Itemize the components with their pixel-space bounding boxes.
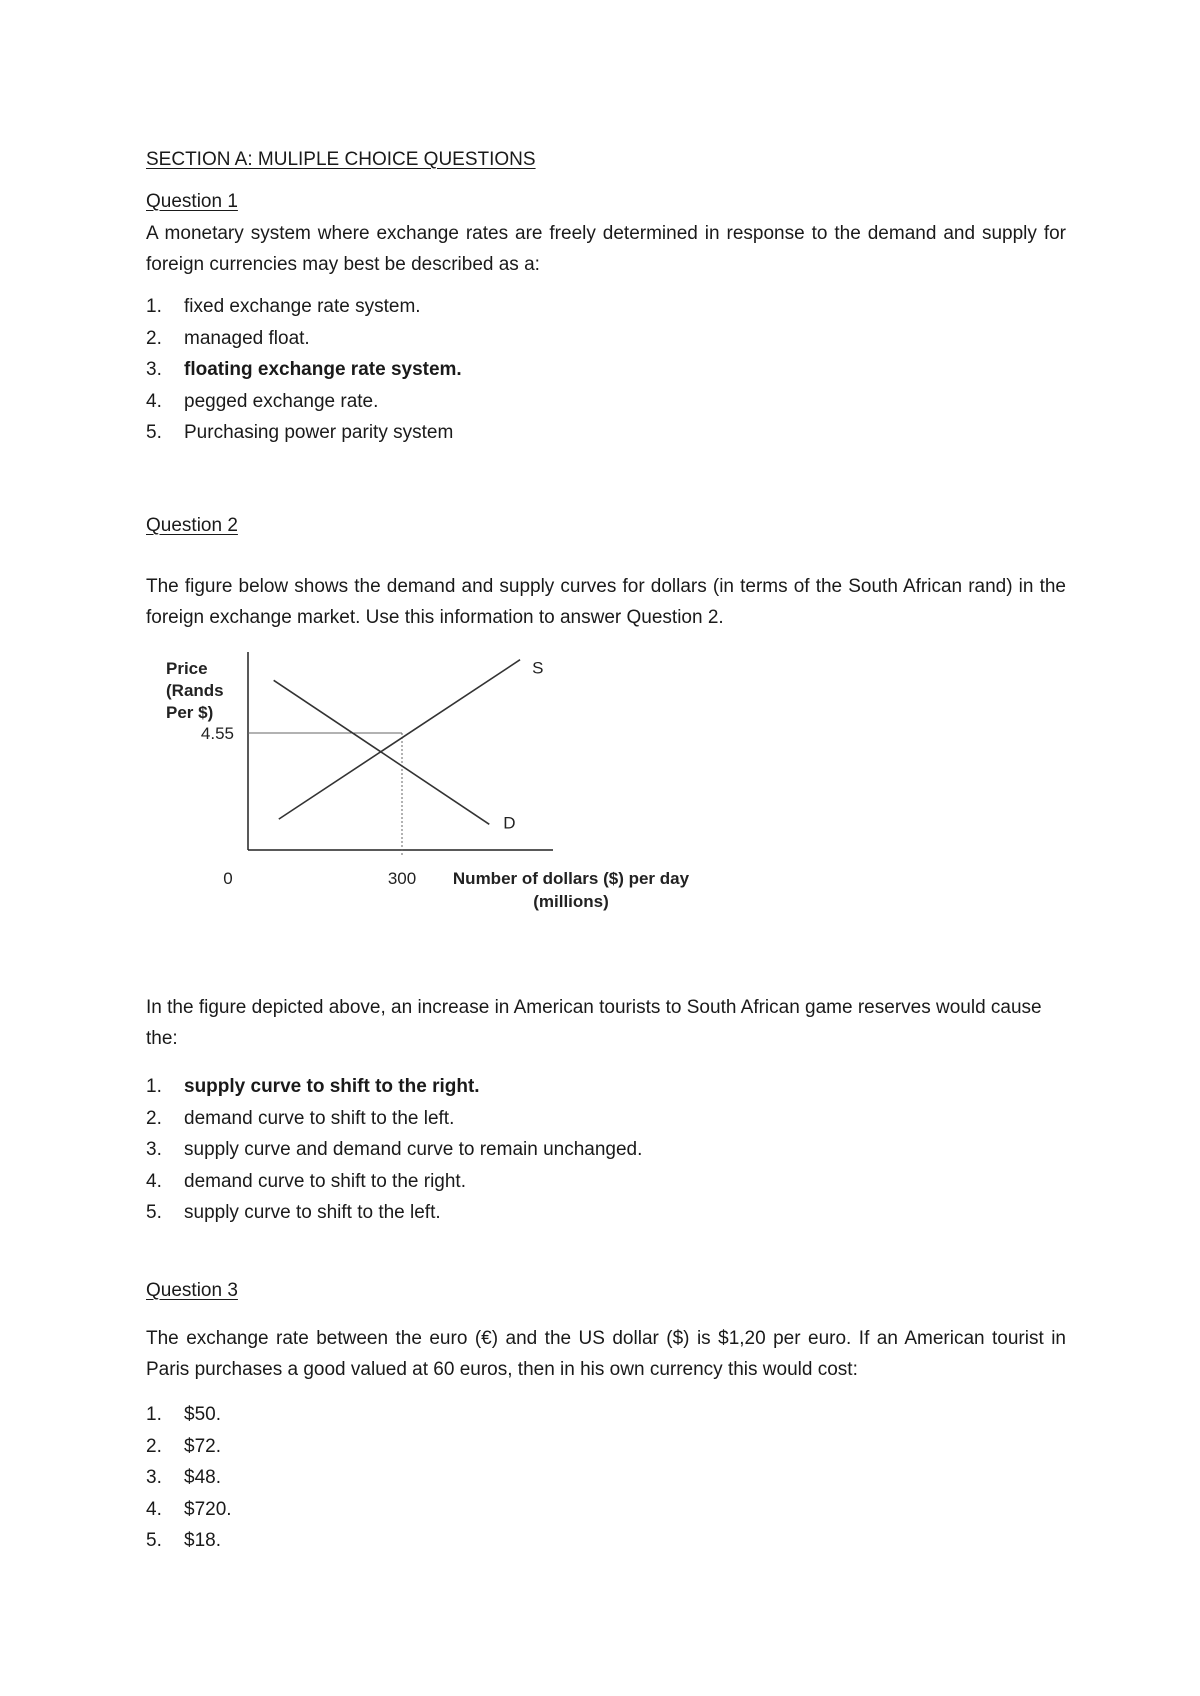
option-text: $72.: [184, 1435, 221, 1457]
question-2-heading: Question 2: [146, 515, 238, 536]
option-text: $720.: [184, 1498, 232, 1520]
option-text: supply curve to shift to the right.: [184, 1076, 480, 1097]
option-item: [146, 1494, 232, 1526]
question-1-options: [146, 291, 462, 449]
option-item: [146, 323, 462, 355]
option-number: 1.: [146, 1076, 162, 1097]
option-item: [146, 1197, 642, 1229]
question-1-heading: Question 1: [146, 191, 238, 212]
section-title: SECTION A: MULIPLE CHOICE QUESTIONS: [146, 149, 536, 170]
question-2-options: [146, 1071, 642, 1229]
y-axis-label-line-1: Price: [166, 659, 208, 678]
option-item: [146, 386, 462, 418]
option-number: 2.: [146, 327, 162, 349]
x-axis-label-line-2: (millions): [533, 892, 609, 911]
option-item-correct: [146, 354, 462, 386]
option-text: demand curve to shift to the left.: [184, 1107, 455, 1129]
y-axis-label: [166, 659, 224, 722]
option-number: 3.: [146, 1467, 162, 1488]
demand-curve-label: D: [503, 813, 516, 833]
option-text: fixed exchange rate system.: [184, 296, 421, 317]
question-2-text: In the figure depicted above, an increase in American tourists to South African game reserves would cause the:: [146, 997, 1042, 1049]
x-tick-label: 300: [387, 869, 417, 888]
option-text: $50.: [184, 1404, 221, 1425]
y-axis-label-line-2: (Rands: [166, 681, 224, 700]
option-number: 2.: [146, 1107, 162, 1129]
y-axis-label-line-3: Per $): [166, 703, 214, 722]
option-number: 5.: [146, 422, 162, 443]
option-item: [146, 1525, 232, 1557]
option-item: [146, 1431, 232, 1463]
option-number: 1.: [146, 296, 162, 317]
option-number: 1.: [146, 1404, 162, 1425]
option-number: 4.: [146, 390, 162, 412]
question-3-options: [146, 1399, 232, 1557]
option-number: 5.: [146, 1530, 162, 1551]
option-item-correct: [146, 1071, 642, 1103]
option-text: demand curve to shift to the right.: [184, 1170, 466, 1192]
option-item: [146, 291, 462, 323]
supply-curve-label: S: [532, 658, 544, 678]
option-text: floating exchange rate system.: [184, 359, 462, 380]
option-text: $48.: [184, 1467, 221, 1488]
option-item: [146, 1166, 642, 1198]
question-2-intro: The figure below shows the demand and supply curves for dollars (in terms of the South African rand) in the foreign exchange market. Use this information to answer Question 2.: [146, 576, 1066, 628]
document-page: [146, 0, 1066, 1696]
option-text: supply curve to shift to the left.: [184, 1202, 441, 1223]
y-tick-label: 4.55: [200, 724, 234, 743]
option-text: pegged exchange rate.: [184, 390, 379, 412]
origin-label: 0: [223, 869, 233, 888]
option-number: 4.: [146, 1498, 162, 1520]
option-text: managed float.: [184, 327, 310, 349]
question-3-heading: Question 3: [146, 1280, 238, 1301]
question-1-text: A monetary system where exchange rates are freely determined in response to the demand and supply for foreign currencies may best be described as a:: [146, 223, 1066, 275]
supply-demand-figure: [146, 640, 766, 940]
option-number: 3.: [146, 1139, 162, 1160]
option-number: 5.: [146, 1202, 162, 1223]
option-text: Purchasing power parity system: [184, 422, 454, 443]
option-number: 4.: [146, 1170, 162, 1192]
option-text: supply curve and demand curve to remain unchanged.: [184, 1139, 643, 1160]
option-item: [146, 1103, 642, 1135]
question-3-text: The exchange rate between the euro (€) and the US dollar ($) is $1,20 per euro. If an American tourist in Paris purchases a good valued at 60 euros, then in his own currency this would cost:: [146, 1328, 1066, 1380]
option-number: 2.: [146, 1435, 162, 1457]
option-item: [146, 1462, 232, 1494]
option-item: [146, 417, 462, 449]
x-axis-label-line-1: Number of dollars ($) per day: [452, 869, 690, 888]
option-number: 3.: [146, 359, 162, 380]
option-item: [146, 1134, 642, 1166]
supply-curve: [279, 660, 520, 819]
option-item: [146, 1399, 232, 1431]
option-text: $18.: [184, 1530, 221, 1551]
